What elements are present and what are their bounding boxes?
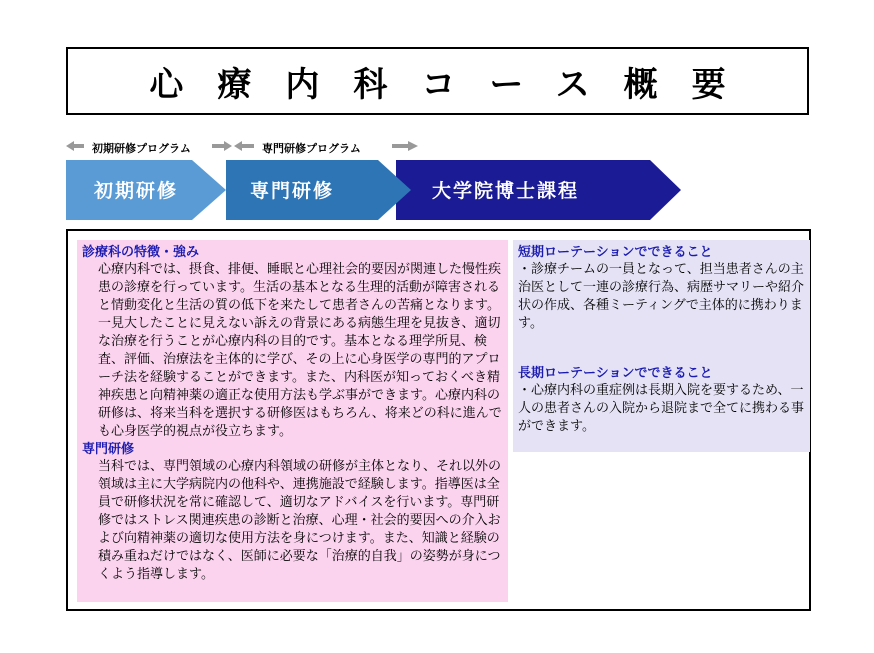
long-rotation-heading: 長期ローテーションでできること [518,366,713,381]
legend-left-arrow-icon [66,141,84,151]
title-box [66,47,809,115]
page-title: 心療内科コース概要 [149,64,760,105]
legend-right-arrow-icon [392,141,418,151]
stage-label-doctoral: 大学院博士課程 [432,180,580,202]
specialist-text: 当科では、専門領域の心療内科領域の研修が主体となり、それ以外の領域は主に大学病院内の他科や、連携施設で経験します。指導医は全員で研修状況を常に確認して、適切なアドバイスを行います。専門研修ではストレス関連疾患の診断と治療、心理・社会的要因への介入および向精神薬の適切な使用方法を身につけます。また、知識と経験の積み重ねだけではなく、医師に必要な「治療的自我」の姿勢が身につくよう指導します。 [98,459,502,582]
specialist-heading: 専門研修 [82,442,135,457]
long-rotation-text: ・心療内科の重症例は長期入院を要するため、一人の患者さんの入院から退院まで全てに携わる事ができます。 [518,383,805,434]
legend-specialist-label: 専門研修プログラム [262,142,361,155]
short-rotation-text: ・診療チームの一員となって、担当患者さんの主治医として一連の診療行為、病歴サマリーや紹介状の作成、各種ミーティングで主体的に携わります。 [518,262,805,331]
legend-double-arrow-icon [212,141,232,151]
legend-initial-label: 初期研修プログラム [92,142,191,155]
features-heading: 診療科の特徴・強み [82,245,200,260]
stage-label-initial: 初期研修 [94,180,179,202]
stage-flow [66,160,686,220]
right-panel [513,240,810,452]
content-box [66,229,811,611]
program-legend [66,137,626,157]
left-panel [77,240,508,602]
stage-label-specialist: 専門研修 [250,180,335,202]
short-rotation-heading: 短期ローテーションでできること [518,245,713,260]
features-text: 心療内科では、摂食、排便、睡眠と心理社会的要因が関連した慢性疾患の診療を行っています。生活の基本となる生理的活動が障害されると情動変化と生活の質の低下を来たして患者さんの苦痛となります。一見大したことに見えない訴えの背景にある病態生理を見抜き、適切な治療を行うことが心療内科の目的です。基本となる理学所見、検査、評価、治療法を主体的に学び、その上に心身医学の専門的アプローチ法を経験することができます。また、内科医が知っておくべき精神疾患と向精神薬の適正な使用方法も学ぶ事ができます。心療内科の研修は、将来当科を選択する研修医はもちろん、将来どの科に進んでも心身医学的視点が役立ちます。 [98,262,502,439]
